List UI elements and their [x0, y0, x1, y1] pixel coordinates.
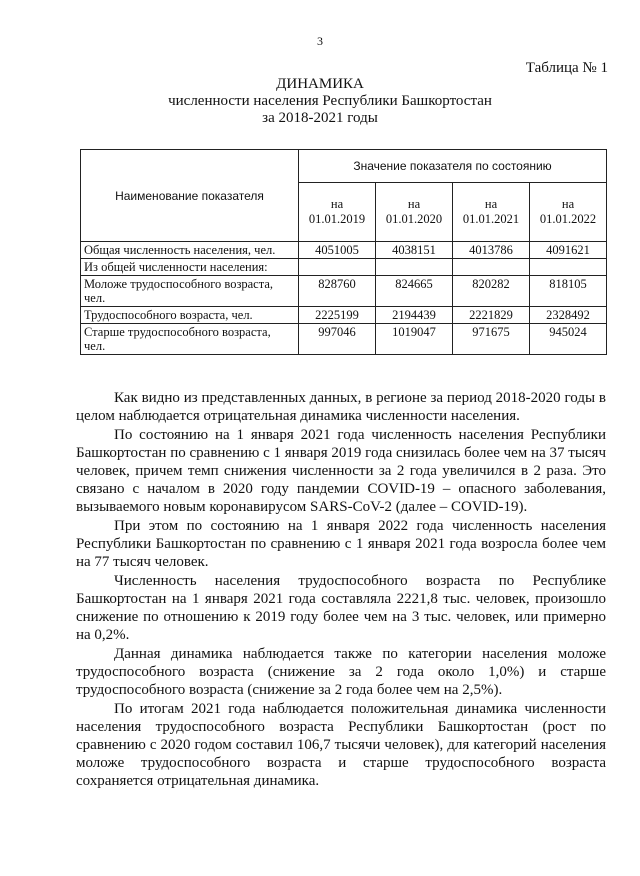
table-row: [81, 242, 607, 259]
row-value: 818105: [530, 276, 607, 307]
row-value: 971675: [453, 324, 530, 355]
row-value: 1019047: [376, 324, 453, 355]
row-name: Старше трудоспособного возраста, чел.: [81, 324, 299, 355]
row-name: Общая численность населения, чел.: [81, 242, 299, 259]
row-value: 2328492: [530, 307, 607, 324]
row-value: 820282: [453, 276, 530, 307]
document-heading: [0, 76, 640, 127]
paragraph: При этом по состоянию на 1 января 2022 года численность населения Республики Башкортостан по сравнению с 1 января 2021 года возросла более чем на 77 тысяч человек.: [76, 518, 606, 570]
date-prefix: на: [484, 197, 498, 211]
row-value: 824665: [376, 276, 453, 307]
paragraph: По итогам 2021 года наблюдается положительная динамика численности населения трудоспособного возраста Республики Башкортостан (рост по сравнению с 2020 годом составил 106,7 тысячи человек), для категорий населения моложе трудоспособного возраста и старше трудоспособного возраста сохраняется отрицательная динамика.: [76, 701, 606, 789]
row-value: 828760: [299, 276, 376, 307]
table-row: [81, 324, 607, 355]
paragraph: Численность населения трудоспособного возраста по Республике Башкортостан на 1 января 2021 года составляла 2221,8 тыс. человек, произошло снижение по отношению к 2019 году более чем на 3 тыс. человек, или примерно на 0,2%.: [76, 573, 606, 643]
date-value: 01.01.2020: [385, 212, 443, 226]
table-label: Таблица № 1: [525, 60, 608, 76]
row-value: 4013786: [453, 242, 530, 259]
row-name: Моложе трудоспособного возраста, чел.: [81, 276, 299, 307]
heading-title: ДИНАМИКА: [276, 76, 364, 92]
date-header: [376, 183, 453, 242]
row-name: Из общей численности населения:: [81, 259, 299, 276]
row-value: [453, 259, 530, 276]
date-value: 01.01.2021: [462, 212, 520, 226]
date-prefix: на: [561, 197, 575, 211]
row-value: 4051005: [299, 242, 376, 259]
date-value: 01.01.2019: [308, 212, 366, 226]
paragraph: По состоянию на 1 января 2021 года численность населения Республики Башкортостан по сравнению с 1 января 2019 года снизилась более чем на 37 тысяч человек, причем темп снижения численности за 2 года увеличился в 2 раза. Это связано с началом в 2020 году пандемии COVID-19 – опасного заболевания, вызываемого новым коронавирусом SARS-CoV-2 (далее – COVID-19).: [76, 427, 606, 515]
row-value: 997046: [299, 324, 376, 355]
table-row: [81, 259, 607, 276]
row-value: [299, 259, 376, 276]
date-header: [453, 183, 530, 242]
date-header: [299, 183, 376, 242]
population-table: [80, 149, 607, 355]
row-value: 2225199: [299, 307, 376, 324]
heading-period: за 2018-2021 годы: [262, 110, 378, 126]
date-header: [530, 183, 607, 242]
heading-subtitle: численности населения Республики Башкортостан: [168, 93, 492, 109]
row-value: 2221829: [453, 307, 530, 324]
row-value: 945024: [530, 324, 607, 355]
date-value: 01.01.2022: [539, 212, 597, 226]
row-value: [530, 259, 607, 276]
table-row: [81, 307, 607, 324]
date-prefix: на: [330, 197, 344, 211]
row-name: Трудоспособного возраста, чел.: [81, 307, 299, 324]
table-header-row: [81, 150, 607, 183]
row-value: 2194439: [376, 307, 453, 324]
row-value: 4038151: [376, 242, 453, 259]
table-row: [81, 276, 607, 307]
value-group-header: Значение показателя по состоянию: [299, 150, 607, 183]
body-text: [76, 389, 606, 791]
name-column-header: Наименование показателя: [81, 150, 299, 242]
row-value: [376, 259, 453, 276]
page-number: 3: [317, 34, 323, 48]
row-value: 4091621: [530, 242, 607, 259]
date-prefix: на: [407, 197, 421, 211]
paragraph: Как видно из представленных данных, в регионе за период 2018-2020 годы в целом наблюдается отрицательная динамика численности населения.: [76, 390, 606, 424]
paragraph: Данная динамика наблюдается также по категории населения моложе трудоспособного возраста (снижение за 2 года около 1,0%) и старше трудоспособного возраста (снижение за 2 года более чем на 2,5%).: [76, 646, 606, 698]
